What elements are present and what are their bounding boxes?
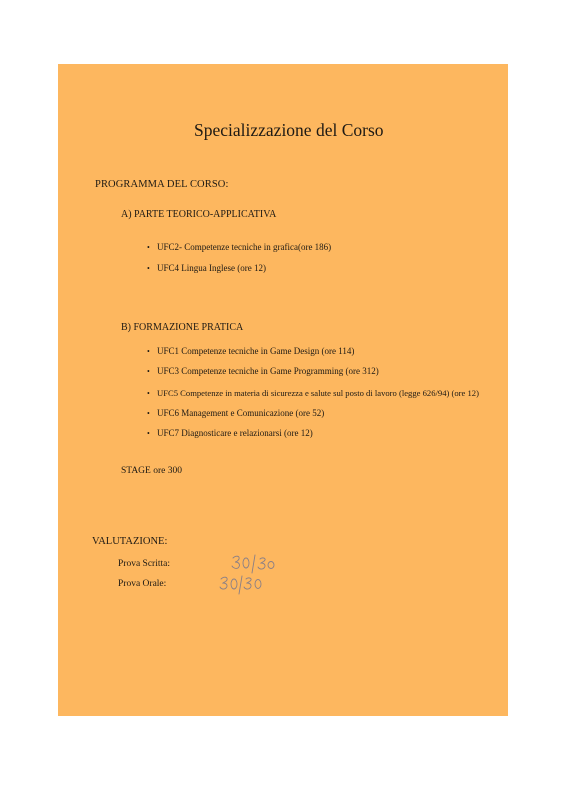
program-heading: PROGRAMMA DEL CORSO:	[95, 179, 229, 190]
bullet-icon: •	[147, 389, 150, 398]
section-b-heading: B) FORMAZIONE PRATICA	[121, 322, 244, 333]
list-item-text: UFC3 Competenze tecniche in Game Programming (ore 312)	[157, 366, 379, 376]
bullet-icon: •	[147, 409, 150, 418]
list-item-text: UFC2- Competenze tecniche in grafica(ore 186)	[157, 242, 332, 252]
list-item	[147, 388, 479, 398]
list-item-text: UFC5 Competenze in materia di sicurezza e salute sul posto di lavoro (legge 626/94) (ore 12)	[157, 388, 479, 398]
list-item-text: UFC7 Diagnosticare e relazionarsi (ore 12)	[157, 428, 313, 438]
oral-exam-label: Prova Orale:	[118, 579, 167, 589]
bullet-icon: •	[147, 243, 150, 252]
bullet-icon: •	[147, 347, 150, 356]
bullet-icon: •	[147, 429, 150, 438]
section-a-heading: A) PARTE TEORICO-APPLICATIVA	[121, 209, 277, 220]
oral-exam-row	[118, 579, 166, 589]
stage-hours: STAGE ore 300	[121, 466, 182, 476]
list-item-text: UFC6 Management e Comunicazione (ore 52)	[157, 408, 325, 418]
written-exam-score-handwritten	[231, 553, 281, 575]
list-item	[147, 263, 266, 273]
evaluation-heading: VALUTAZIONE:	[92, 536, 168, 547]
list-item	[147, 346, 354, 356]
written-exam-row	[118, 559, 170, 569]
written-exam-label: Prova Scritta:	[118, 559, 170, 569]
oral-exam-score-handwritten	[218, 573, 268, 595]
list-item	[147, 242, 331, 252]
bullet-icon: •	[147, 367, 150, 376]
course-sheet	[58, 64, 508, 716]
list-item-text: UFC4 Lingua Inglese (ore 12)	[157, 263, 266, 273]
bullet-icon: •	[147, 264, 150, 273]
list-item	[147, 428, 313, 438]
list-item	[147, 408, 324, 418]
list-item	[147, 366, 379, 376]
list-item-text: UFC1 Competenze tecniche in Game Design (ore 114)	[157, 346, 355, 356]
page-title: Specializzazione del Corso	[194, 120, 384, 140]
